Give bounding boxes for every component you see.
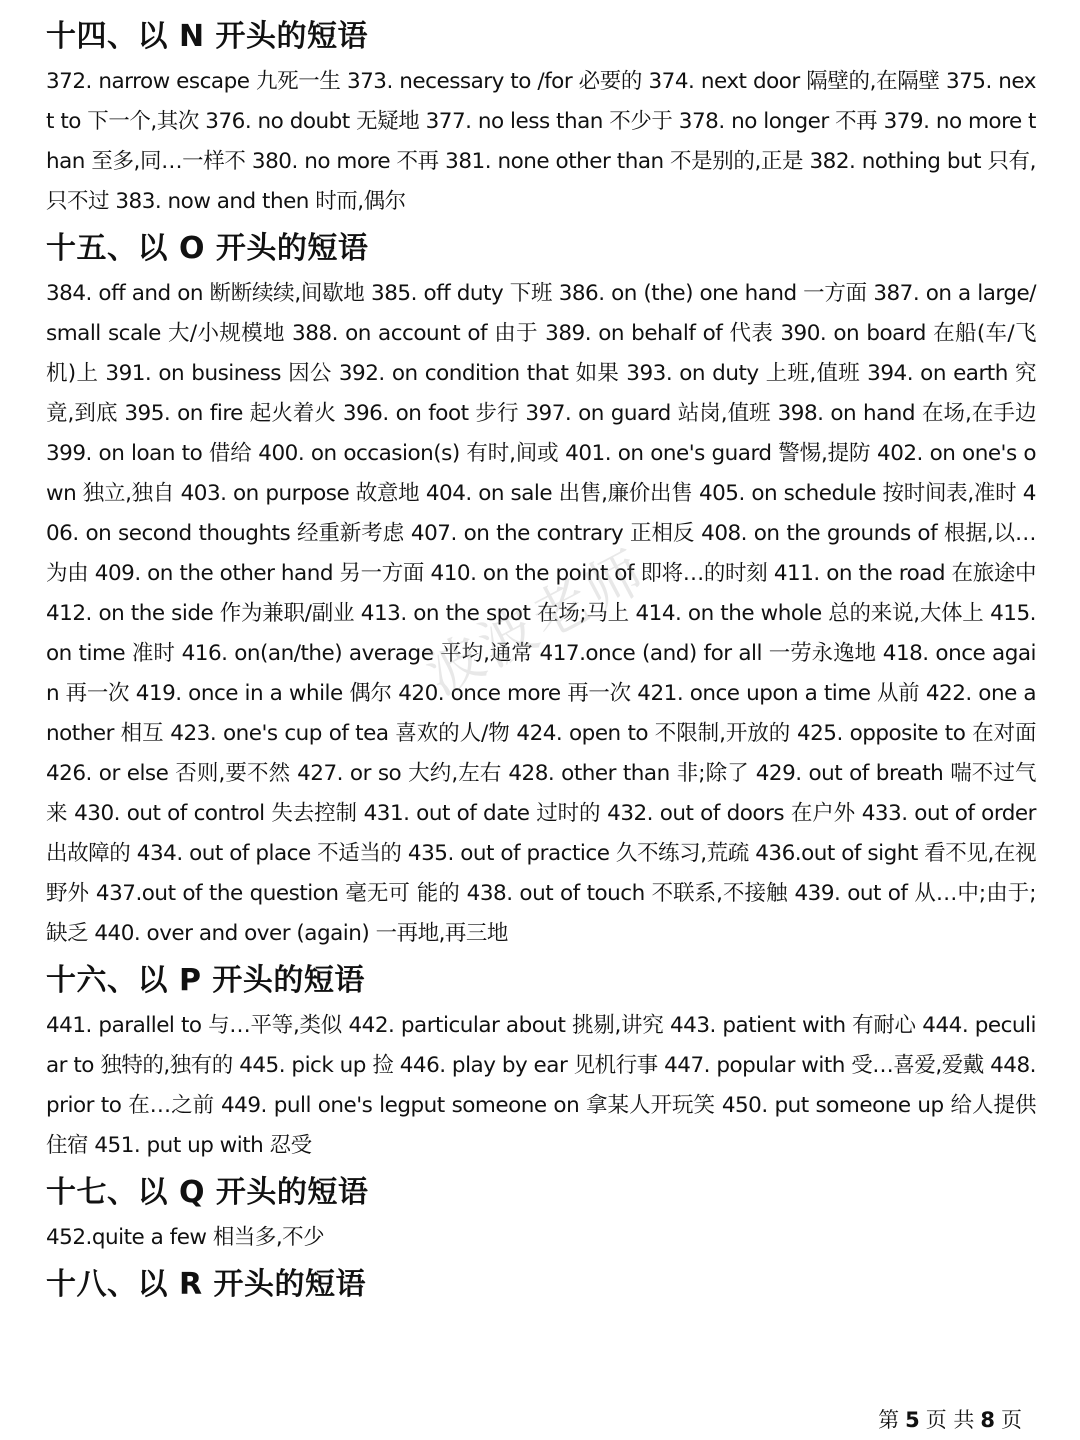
section-title: 十四、以 N 开头的短语 <box>46 19 368 54</box>
footer-suffix: 页 <box>1001 1408 1022 1432</box>
watermark: 波波老师 <box>415 537 659 708</box>
document-page <box>46 12 1036 1312</box>
page-footer <box>878 1404 1022 1434</box>
section-body: 452.quite a few 相当多,不少 <box>46 1225 325 1250</box>
section-title: 十六、以 P 开头的短语 <box>46 963 365 998</box>
section-title: 十八、以 R 开头的短语 <box>46 1267 366 1302</box>
footer-prefix: 第 <box>878 1408 900 1432</box>
section-title: 十五、以 O 开头的短语 <box>46 231 369 266</box>
section-r <box>46 1260 1036 1310</box>
total-pages: 8 <box>980 1408 995 1432</box>
section-n <box>46 12 1036 222</box>
section-title: 十七、以 Q 开头的短语 <box>46 1175 369 1210</box>
section-body: 372. narrow escape 九死一生 373. necessary to /for 必要的 374. next door 隔壁的,在隔壁 375. next to 下一个,其次 376. no doubt 无疑地 377. no less than 不少于 378. no longer 不再 379. no more than 至多,同…一样不 380. no more 不再 381. none other than 不是别的,正是 382. nothing but 只有,只不过 383. now and then 时而,偶尔 <box>46 69 1036 214</box>
section-o <box>46 224 1036 954</box>
section-body: 384. off and on 断断续续,间歇地 385. off duty 下班 386. on (the) one hand 一方面 387. on a large/small scale 大/小规模地 388. on account of 由于 389. on behalf of 代表 390. on board 在船(车/飞机)上 391. on business 因公 392. on condition that 如果 393. on duty 上班,值班 394. on earth 究竟,到底 395. on fire 起火着火 396. on foot 步行 397. on guard 站岗,值班 398. on hand 在场,在手边 399. on loan to 借给 400. on occasion(s) 有时,间或 401. on one's guard 警惕,提防 402. on one's own 独立,独自 403. on purpose 故意地 404. on sale 出售,廉价出售 405. on schedule 按时间表,准时 406. on second thoughts 经重新考虑 407. on the contrary 正相反 408. on the grounds of 根据,以…为由 409. on the other hand 另一方面 410. on the point of 即将…的时刻 411. on the road 在旅途中 412. on the side 作为兼职/副业 413. on the spot 在场;马上 414. on the whole 总的来说,大体上 415. on time 准时 416. on(an/the) average 平均,通常 417.once (and) for all 一劳永逸地 418. once again 再一次 419. once in a while 偶尔 420. once more 再一次 421. once upon a time 从前 422. one another 相互 423. one's cup of tea 喜欢的人/物 424. open to 不限制,开放的 425. opposite to 在对面 426. or else 否则,要不然 427. or so 大约,左右 428. other than 非;除了 429. out of breath 喘不过气来 430. out of control 失去控制 431. out of date 过时的 432. out of doors 在户外 433. out of order 出故障的 434. out of place 不适当的 435. out of practice 久不练习,荒疏 436.out of sight 看不见,在视野外 437.out of the question 毫无可 能的 438. out of touch 不联系,不接触 439. out of 从…中;由于;缺乏 440. over and over (again) 一再地,再三地 <box>46 281 1036 946</box>
section-body: 441. parallel to 与…平等,类似 442. particular about 挑剔,讲究 443. patient with 有耐心 444. peculiar to 独特的,独有的 445. pick up 捡 446. play by ear 见机行事 447. popular with 受…喜爱,爱戴 448. prior to 在…之前 449. pull one's legput someone on 拿某人开玩笑 450. put someone up 给人提供住宿 451. put up with 忍受 <box>46 1013 1036 1158</box>
page-number: 5 <box>905 1408 920 1432</box>
footer-middle: 页 共 <box>925 1408 975 1432</box>
section-p <box>46 956 1036 1166</box>
section-q <box>46 1168 1036 1258</box>
